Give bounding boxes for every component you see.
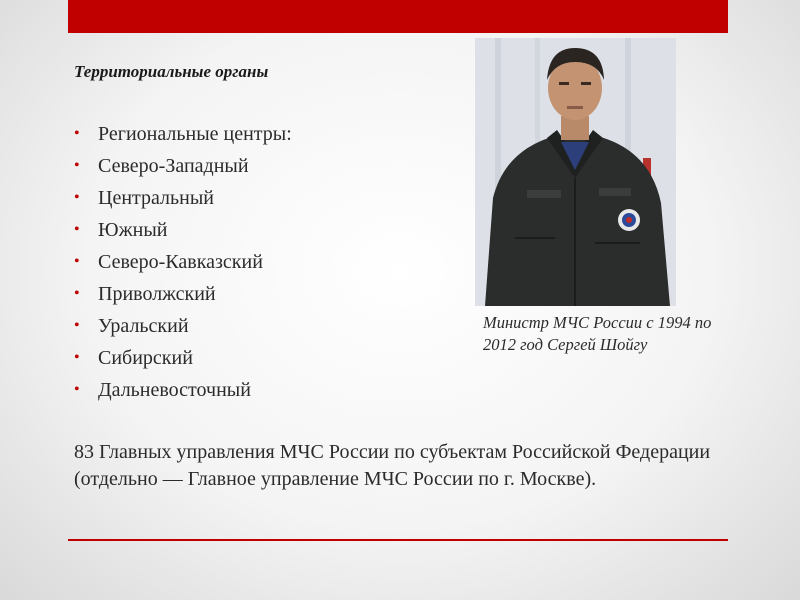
- list-item-label: Центральный: [98, 187, 215, 209]
- list-item: [74, 118, 292, 150]
- list-item-label: Южный: [98, 219, 168, 241]
- top-accent-bar: [68, 0, 728, 33]
- list-item: [74, 374, 292, 406]
- list-item: [74, 278, 292, 310]
- bullet-icon: •: [74, 125, 80, 142]
- bullet-icon: •: [74, 349, 80, 366]
- list-item-label: Северо-Западный: [98, 155, 249, 177]
- list-item-label: Сибирский: [98, 347, 193, 369]
- bullet-icon: •: [74, 317, 80, 334]
- summary-text: 83 Главных управления МЧС России по субъектам Российской Федерации (отдельно — Главное управление МЧС России по г. Москве).: [74, 441, 711, 490]
- list-item-label: Приволжский: [98, 283, 216, 305]
- list-item: [74, 246, 292, 278]
- photo-caption: Министр МЧС России с 1994 по 2012 год Сергей Шойгу: [483, 313, 712, 354]
- list-item-label: Северо-Кавказский: [98, 251, 263, 273]
- list-item: [74, 182, 292, 214]
- bullet-icon: •: [74, 189, 80, 206]
- list-item: [74, 214, 292, 246]
- list-item-label: Уральский: [98, 315, 189, 337]
- bullet-icon: •: [74, 253, 80, 270]
- slide-heading: Территориальные органы: [74, 62, 269, 81]
- minister-photo: [475, 38, 676, 306]
- bottom-accent-line: [68, 539, 728, 541]
- bullet-icon: •: [74, 381, 80, 398]
- regions-list: [74, 118, 292, 406]
- list-item: [74, 342, 292, 374]
- list-item-label: Региональные центры:: [98, 123, 292, 145]
- list-item: [74, 310, 292, 342]
- bullet-icon: •: [74, 157, 80, 174]
- list-item: [74, 150, 292, 182]
- list-item-label: Дальневосточный: [98, 379, 251, 401]
- portrait-illustration: [475, 38, 676, 306]
- bullet-icon: •: [74, 221, 80, 238]
- bullet-icon: •: [74, 285, 80, 302]
